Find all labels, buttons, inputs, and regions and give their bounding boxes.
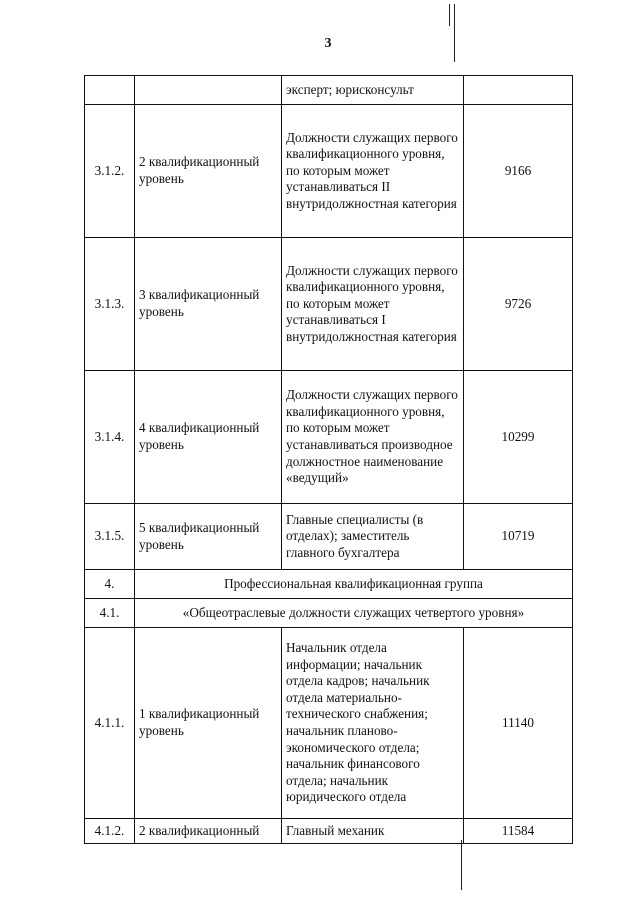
table-row bbox=[85, 76, 573, 105]
row-number: 3.1.2. bbox=[85, 105, 135, 238]
qualification-level: 1 квалификационный уровень bbox=[135, 628, 282, 819]
qualification-level: 5 квалификационный уровень bbox=[135, 504, 282, 570]
salary-cell: 9726 bbox=[464, 238, 573, 371]
table-row bbox=[85, 105, 573, 238]
salary-cell: 10299 bbox=[464, 371, 573, 504]
table-row bbox=[85, 371, 573, 504]
row-number: 4. bbox=[85, 570, 135, 599]
positions-cell: Главный механик bbox=[282, 819, 464, 844]
row-number: 4.1.1. bbox=[85, 628, 135, 819]
positions-cell: Начальник отдела информации; начальник отдела кадров; начальник отдела материально-технического снабжения; начальник планово-экономического отдела; начальник финансового отдела; начальник юридического отдела bbox=[282, 628, 464, 819]
scan-margin-line bbox=[454, 4, 455, 62]
group-header-row bbox=[85, 599, 573, 628]
salary-cell: 11140 bbox=[464, 628, 573, 819]
qualification-level: 4 квалификационный уровень bbox=[135, 371, 282, 504]
group-title: Профессиональная квалификационная группа bbox=[135, 570, 573, 599]
salary-table bbox=[84, 75, 573, 844]
row-number: 4.1. bbox=[85, 599, 135, 628]
positions-cell: эксперт; юрисконсульт bbox=[282, 76, 464, 105]
qualification-level bbox=[135, 76, 282, 105]
table-row bbox=[85, 628, 573, 819]
qualification-level: 2 квалификационный уровень bbox=[135, 105, 282, 238]
positions-cell: Должности служащих первого квалификационного уровня, по которым может устанавливаться I внутридолжностная категория bbox=[282, 238, 464, 371]
row-number: 3.1.5. bbox=[85, 504, 135, 570]
scan-margin-line bbox=[449, 4, 450, 26]
table-row bbox=[85, 238, 573, 371]
row-number bbox=[85, 76, 135, 105]
salary-cell: 11584 bbox=[464, 819, 573, 844]
positions-cell: Главные специалисты (в отделах); заместитель главного бухгалтера bbox=[282, 504, 464, 570]
qualification-level: 2 квалификационный bbox=[135, 819, 282, 844]
salary-cell bbox=[464, 76, 573, 105]
salary-cell: 10719 bbox=[464, 504, 573, 570]
table-row bbox=[85, 819, 573, 844]
qualification-level: 3 квалификационный уровень bbox=[135, 238, 282, 371]
scan-margin-line bbox=[461, 840, 462, 890]
positions-cell: Должности служащих первого квалификационного уровня, по которым может устанавливаться производное должностное наименование «ведущий» bbox=[282, 371, 464, 504]
row-number: 4.1.2. bbox=[85, 819, 135, 844]
row-number: 3.1.4. bbox=[85, 371, 135, 504]
group-header-row bbox=[85, 570, 573, 599]
row-number: 3.1.3. bbox=[85, 238, 135, 371]
salary-cell: 9166 bbox=[464, 105, 573, 238]
group-subtitle: «Общеотраслевые должности служащих четвертого уровня» bbox=[135, 599, 573, 628]
page-number: 3 bbox=[324, 36, 332, 51]
table-row bbox=[85, 504, 573, 570]
positions-cell: Должности служащих первого квалификационного уровня, по которым может устанавливаться II внутридолжностная категория bbox=[282, 105, 464, 238]
